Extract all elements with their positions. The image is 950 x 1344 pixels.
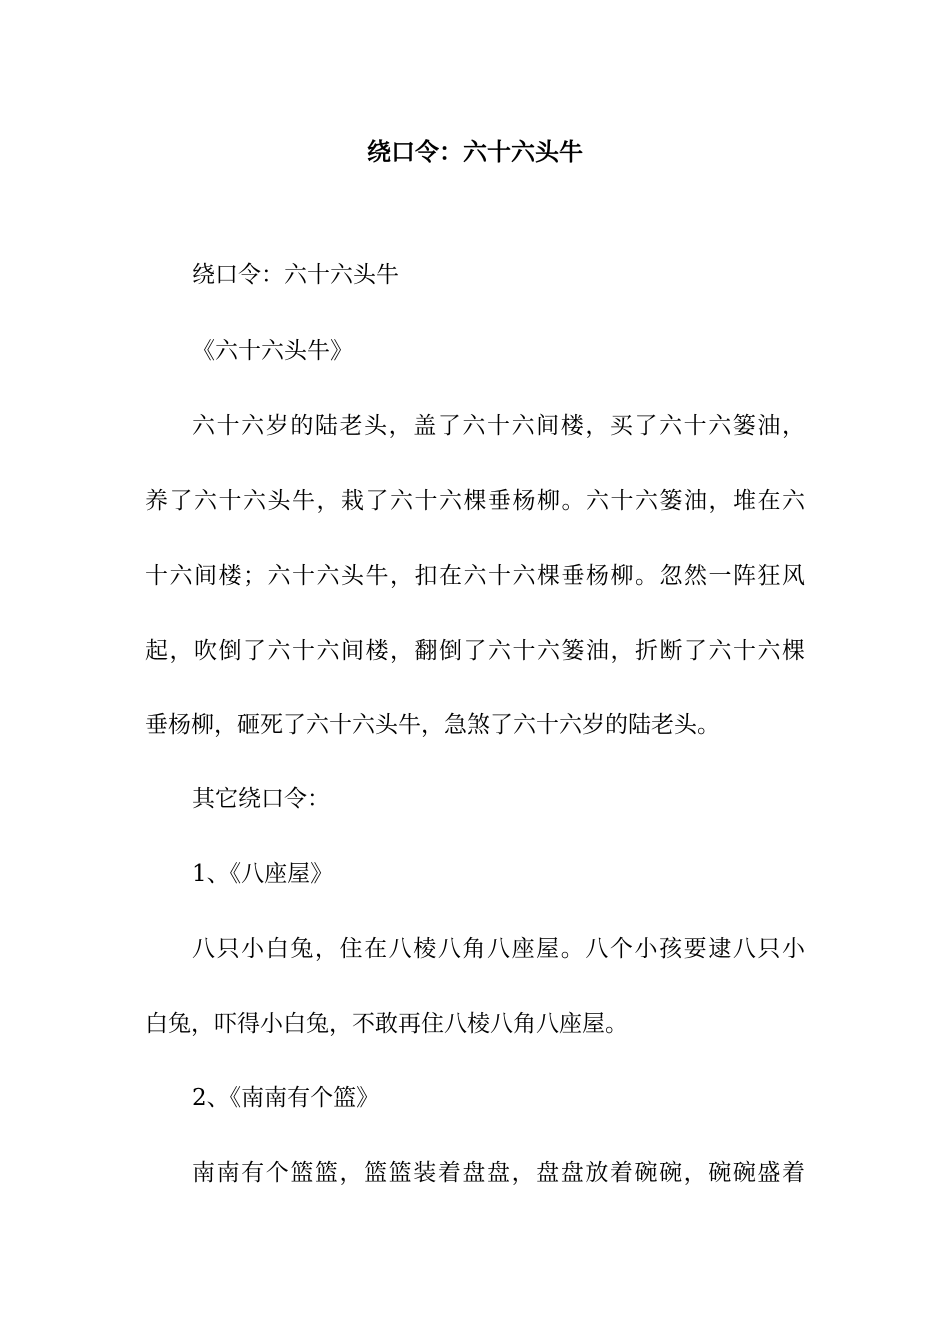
item2-heading: 2、《南南有个篮》 [192,1085,380,1111]
item1-heading: 1、《八座屋》 [192,861,334,887]
poem-line: 十六间楼；六十六头牛，扣在六十六棵垂杨柳。忽然一阵狂风 [145,563,805,589]
item2-line: 南南有个篮篮，篮篮装着盘盘，盘盘放着碗碗，碗碗盛着 [192,1160,805,1186]
document-title: 绕口令：六十六头牛 [367,137,583,166]
item1-line: 八只小白兔，住在八棱八角八座屋。八个小孩要逮八只小 [192,936,805,962]
poem-line: 起，吹倒了六十六间楼，翻倒了六十六篓油，折断了六十六棵 [145,638,805,664]
others-heading: 其它绕口令： [192,786,330,812]
subtitle: 绕口令：六十六头牛 [192,262,399,288]
poem-line: 六十六岁的陆老头，盖了六十六间楼，买了六十六篓油， [192,413,805,439]
poem-line: 垂杨柳，砸死了六十六头牛，急煞了六十六岁的陆老头。 [145,712,720,738]
poem-title: 《六十六头牛》 [192,338,353,364]
item1-line: 白兔，吓得小白兔，不敢再住八棱八角八座屋。 [145,1011,628,1037]
poem-line: 养了六十六头牛，栽了六十六棵垂杨柳。六十六篓油，堆在六 [145,488,805,514]
